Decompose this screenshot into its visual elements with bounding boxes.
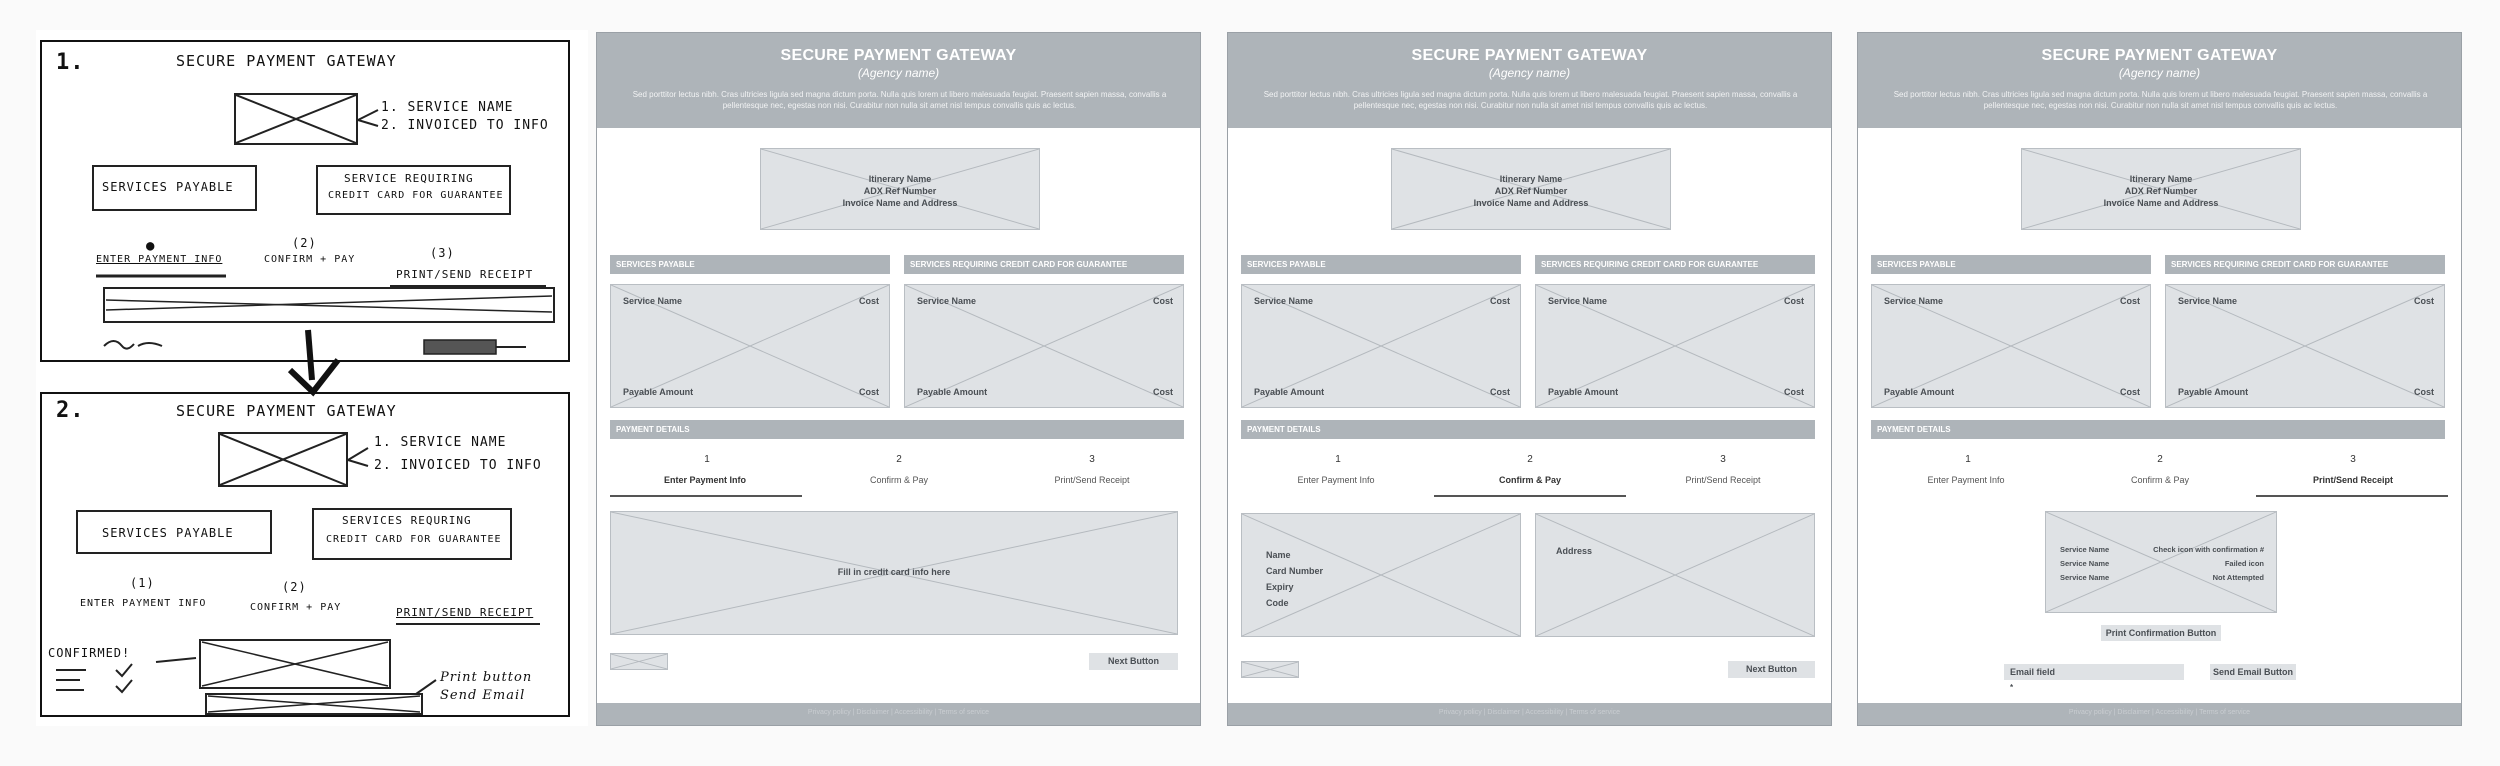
tab-confirm-pay[interactable]: Confirm & Pay — [2130, 475, 2190, 485]
sketch-step: PRINT/SEND RECEIPT — [396, 268, 534, 281]
field-label-card-number: Card Number — [1266, 566, 1324, 576]
section-bar-payment-details: PAYMENT DETAILS — [1241, 420, 1815, 439]
step-number: 3 — [1720, 454, 1726, 465]
footer-links: Privacy policy | Disclaimer | Accessibility | Terms of service — [807, 709, 990, 716]
sketch-list-item: 2. INVOICED TO INFO — [374, 458, 542, 473]
payable-amount-label: Payable Amount — [1884, 387, 1955, 397]
field-label-code: Code — [1266, 598, 1289, 608]
next-button[interactable]: Next Button — [1089, 653, 1178, 670]
wireframe-panel-print-send-receipt — [1857, 32, 2462, 726]
page-title: SECURE PAYMENT GATEWAY — [2041, 47, 2278, 64]
back-button-placeholder[interactable] — [1241, 661, 1299, 678]
placeholder-cross-icon — [1242, 662, 1298, 677]
sketch-panel — [36, 30, 588, 726]
step-number: 1 — [1965, 454, 1971, 465]
page-title: SECURE PAYMENT GATEWAY — [1411, 47, 1648, 64]
itinerary-line: Itinerary Name — [868, 174, 932, 184]
cost-label: Cost — [2414, 387, 2434, 397]
page-footer — [1228, 703, 1831, 725]
itinerary-line: Itinerary Name — [2129, 174, 2193, 184]
placeholder-cross-icon — [611, 654, 667, 669]
cost-label: Cost — [2120, 296, 2140, 306]
status-failed: Failed icon — [2224, 559, 2264, 568]
step-number: 2 — [2157, 454, 2163, 465]
sketch-services-requiring-label: SERVICE REQUIRING — [344, 172, 474, 185]
section-bar-services-payable: SERVICES PAYABLE — [610, 255, 890, 274]
itinerary-line: ADX Ref Number — [863, 186, 937, 196]
service-name-label: Service Name — [1254, 296, 1314, 306]
sketch-step-number: (2) — [282, 580, 307, 594]
sketch-step-number: (2) — [292, 236, 317, 250]
sketch-step: CONFIRM + PAY — [264, 254, 356, 265]
sketch-step: ENTER PAYMENT INFO — [80, 598, 207, 609]
address-placeholder — [1535, 513, 1815, 637]
page-header — [597, 33, 1200, 128]
tab-enter-payment-info[interactable]: Enter Payment Info — [1927, 475, 2005, 485]
itinerary-line: Invoice Name and Address — [842, 198, 958, 208]
page-header — [1228, 33, 1831, 128]
intro-text: Sed porttitor lectus nibh. Cras ultricies ligula sed magna dictum porta. Nulla quis lorem ut libero malesuada feugiat. Praesent sapien massa, convallis a pellentesque nec, egestas non nisi. Curabitur non nulla sit amet nisl tempus convallis quis ac lectus. — [632, 90, 1167, 110]
sketch-note: Print button — [440, 670, 533, 685]
services-requiring-placeholder — [904, 284, 1184, 408]
sketch-services-payable-label: SERVICES PAYABLE — [102, 180, 234, 194]
cost-label: Cost — [859, 296, 879, 306]
page-footer — [597, 703, 1200, 725]
agency-name: (Agency name) — [857, 66, 940, 80]
sketch-note: Send Email — [440, 688, 526, 703]
cost-label: Cost — [1153, 387, 1173, 397]
send-email-button[interactable]: Send Email Button — [2210, 664, 2296, 680]
sketch-number: 2. — [56, 398, 85, 423]
receipt-service-name: Service Name — [2060, 545, 2110, 554]
sketch-step: ENTER PAYMENT INFO — [96, 254, 223, 265]
section-bar-payment-details: PAYMENT DETAILS — [610, 420, 1184, 439]
agency-name: (Agency name) — [1488, 66, 1571, 80]
cost-label: Cost — [859, 387, 879, 397]
section-bar-services-payable: SERVICES PAYABLE — [1241, 255, 1521, 274]
section-bar-payment-details: PAYMENT DETAILS — [1871, 420, 2445, 439]
service-name-label: Service Name — [917, 296, 977, 306]
email-field-marker: * — [2010, 683, 2014, 692]
itinerary-line: Invoice Name and Address — [1473, 198, 1589, 208]
section-bar-services-requiring: SERVICES REQUIRING CREDIT CARD FOR GUARANTEE — [904, 255, 1184, 274]
tab-confirm-pay[interactable]: Confirm & Pay — [1498, 475, 1561, 485]
next-button[interactable]: Next Button — [1728, 661, 1815, 678]
payable-amount-label: Payable Amount — [2178, 387, 2249, 397]
payable-amount-label: Payable Amount — [917, 387, 988, 397]
service-name-label: Service Name — [1884, 296, 1944, 306]
wireframe-panel-enter-payment — [596, 32, 1201, 726]
sketch-services-requiring-label: SERVICES REQURING — [342, 514, 472, 527]
cost-label: Cost — [2414, 296, 2434, 306]
service-name-label: Service Name — [1548, 296, 1608, 306]
itinerary-line: ADX Ref Number — [2124, 186, 2198, 196]
step-number: 3 — [1089, 454, 1095, 465]
page-title: SECURE PAYMENT GATEWAY — [780, 47, 1017, 64]
intro-text: Sed porttitor lectus nibh. Cras ultricies ligula sed magna dictum porta. Nulla quis lorem ut libero malesuada feugiat. Praesent sapien massa, convallis a pellentesque nec, egestas non nisi. Curabitur non nulla sit amet nisl tempus convallis quis ac lectus. — [1263, 90, 1798, 110]
services-payable-placeholder — [1871, 284, 2151, 408]
step-number: 1 — [1335, 454, 1341, 465]
placeholder-cross-icon — [1536, 514, 1814, 636]
sketch-list-item: 1. SERVICE NAME — [374, 435, 507, 450]
page-footer — [1858, 703, 2461, 725]
services-payable-placeholder — [1241, 284, 1521, 408]
step-number: 2 — [1527, 454, 1533, 465]
services-payable-placeholder — [610, 284, 890, 408]
payable-amount-label: Payable Amount — [1254, 387, 1325, 397]
section-bar-services-requiring: SERVICES REQUIRING CREDIT CARD FOR GUARANTEE — [2165, 255, 2445, 274]
sketch-step-number: (1) — [130, 576, 155, 590]
tab-print-send-receipt[interactable]: Print/Send Receipt — [1685, 475, 1761, 485]
tab-enter-payment-info[interactable]: Enter Payment Info — [663, 475, 746, 485]
tab-enter-payment-info[interactable]: Enter Payment Info — [1297, 475, 1375, 485]
card-details-placeholder — [1241, 513, 1521, 637]
active-step-underline — [1434, 495, 1626, 497]
services-requiring-placeholder — [2165, 284, 2445, 408]
section-bar-services-requiring: SERVICES REQUIRING CREDIT CARD FOR GUARANTEE — [1535, 255, 1815, 274]
step-number: 1 — [704, 454, 710, 465]
services-requiring-placeholder — [1535, 284, 1815, 408]
payable-amount-label: Payable Amount — [1548, 387, 1619, 397]
email-field[interactable]: Email field — [2004, 664, 2184, 680]
status-not-attempted: Not Attempted — [2212, 573, 2264, 582]
sketch-step: PRINT/SEND RECEIPT — [396, 606, 534, 619]
sketch-services-requiring-label: CREDIT CARD FOR GUARANTEE — [326, 534, 502, 545]
back-button-placeholder[interactable] — [610, 653, 668, 670]
itinerary-placeholder — [760, 148, 1040, 230]
itinerary-line: ADX Ref Number — [1494, 186, 1568, 196]
wireframe-panel-confirm-pay — [1227, 32, 1832, 726]
itinerary-placeholder — [2021, 148, 2301, 230]
sketch-title: SECURE PAYMENT GATEWAY — [176, 52, 397, 70]
sketch-strokes — [36, 30, 588, 726]
service-name-label: Service Name — [623, 296, 683, 306]
sketch-list-item: 2. INVOICED TO INFO — [381, 118, 549, 133]
sketch-step-number: (3) — [430, 246, 455, 260]
cost-label: Cost — [1784, 387, 1804, 397]
sketch-services-requiring-label: CREDIT CARD FOR GUARANTEE — [328, 190, 504, 201]
payable-amount-label: Payable Amount — [623, 387, 694, 397]
tab-print-send-receipt[interactable]: Print/Send Receipt — [1054, 475, 1130, 485]
field-label-name: Name — [1266, 550, 1291, 560]
step-number: 3 — [2350, 454, 2356, 465]
step-number: 2 — [896, 454, 902, 465]
itinerary-line: Invoice Name and Address — [2103, 198, 2219, 208]
credit-card-instruction: Fill in credit card info here — [837, 567, 951, 577]
cost-label: Cost — [1490, 387, 1510, 397]
agency-name: (Agency name) — [2118, 66, 2201, 80]
print-confirmation-button[interactable]: Print Confirmation Button — [2101, 625, 2221, 641]
itinerary-line: Itinerary Name — [1499, 174, 1563, 184]
cost-label: Cost — [1490, 296, 1510, 306]
itinerary-placeholder — [1391, 148, 1671, 230]
receipt-status-placeholder — [2045, 511, 2277, 613]
page-header — [1858, 33, 2461, 128]
tab-print-send-receipt[interactable]: Print/Send Receipt — [2312, 475, 2393, 485]
section-bar-services-payable: SERVICES PAYABLE — [1871, 255, 2151, 274]
sketch-step: CONFIRM + PAY — [250, 602, 342, 613]
service-name-label: Service Name — [2178, 296, 2238, 306]
sketch-confirmed: CONFIRMED! — [48, 646, 131, 660]
status-confirmed: Check icon with confirmation # — [2153, 545, 2264, 554]
sketch-services-payable-label: SERVICES PAYABLE — [102, 526, 234, 540]
sketch-step-number: ● — [146, 238, 156, 254]
sketch-title: SECURE PAYMENT GATEWAY — [176, 402, 397, 420]
receipt-service-name: Service Name — [2060, 559, 2110, 568]
cost-label: Cost — [1784, 296, 1804, 306]
footer-links: Privacy policy | Disclaimer | Accessibility | Terms of service — [2068, 709, 2251, 716]
receipt-service-name: Service Name — [2060, 573, 2110, 582]
sketch-list-item: 1. SERVICE NAME — [381, 100, 514, 115]
cost-label: Cost — [1153, 296, 1173, 306]
footer-links: Privacy policy | Disclaimer | Accessibility | Terms of service — [1438, 709, 1621, 716]
credit-card-placeholder — [610, 511, 1178, 635]
field-label-expiry: Expiry — [1266, 582, 1294, 592]
field-label-address: Address — [1556, 546, 1593, 556]
tab-confirm-pay[interactable]: Confirm & Pay — [869, 475, 929, 485]
active-step-underline — [610, 495, 802, 497]
intro-text: Sed porttitor lectus nibh. Cras ultricies ligula sed magna dictum porta. Nulla quis lorem ut libero malesuada feugiat. Praesent sapien massa, convallis a pellentesque nec, egestas non nisi. Curabitur non nulla sit amet nisl tempus convallis quis ac lectus. — [1893, 90, 2428, 110]
active-step-underline — [2256, 495, 2448, 497]
cost-label: Cost — [2120, 387, 2140, 397]
sketch-number: 1. — [56, 50, 85, 75]
